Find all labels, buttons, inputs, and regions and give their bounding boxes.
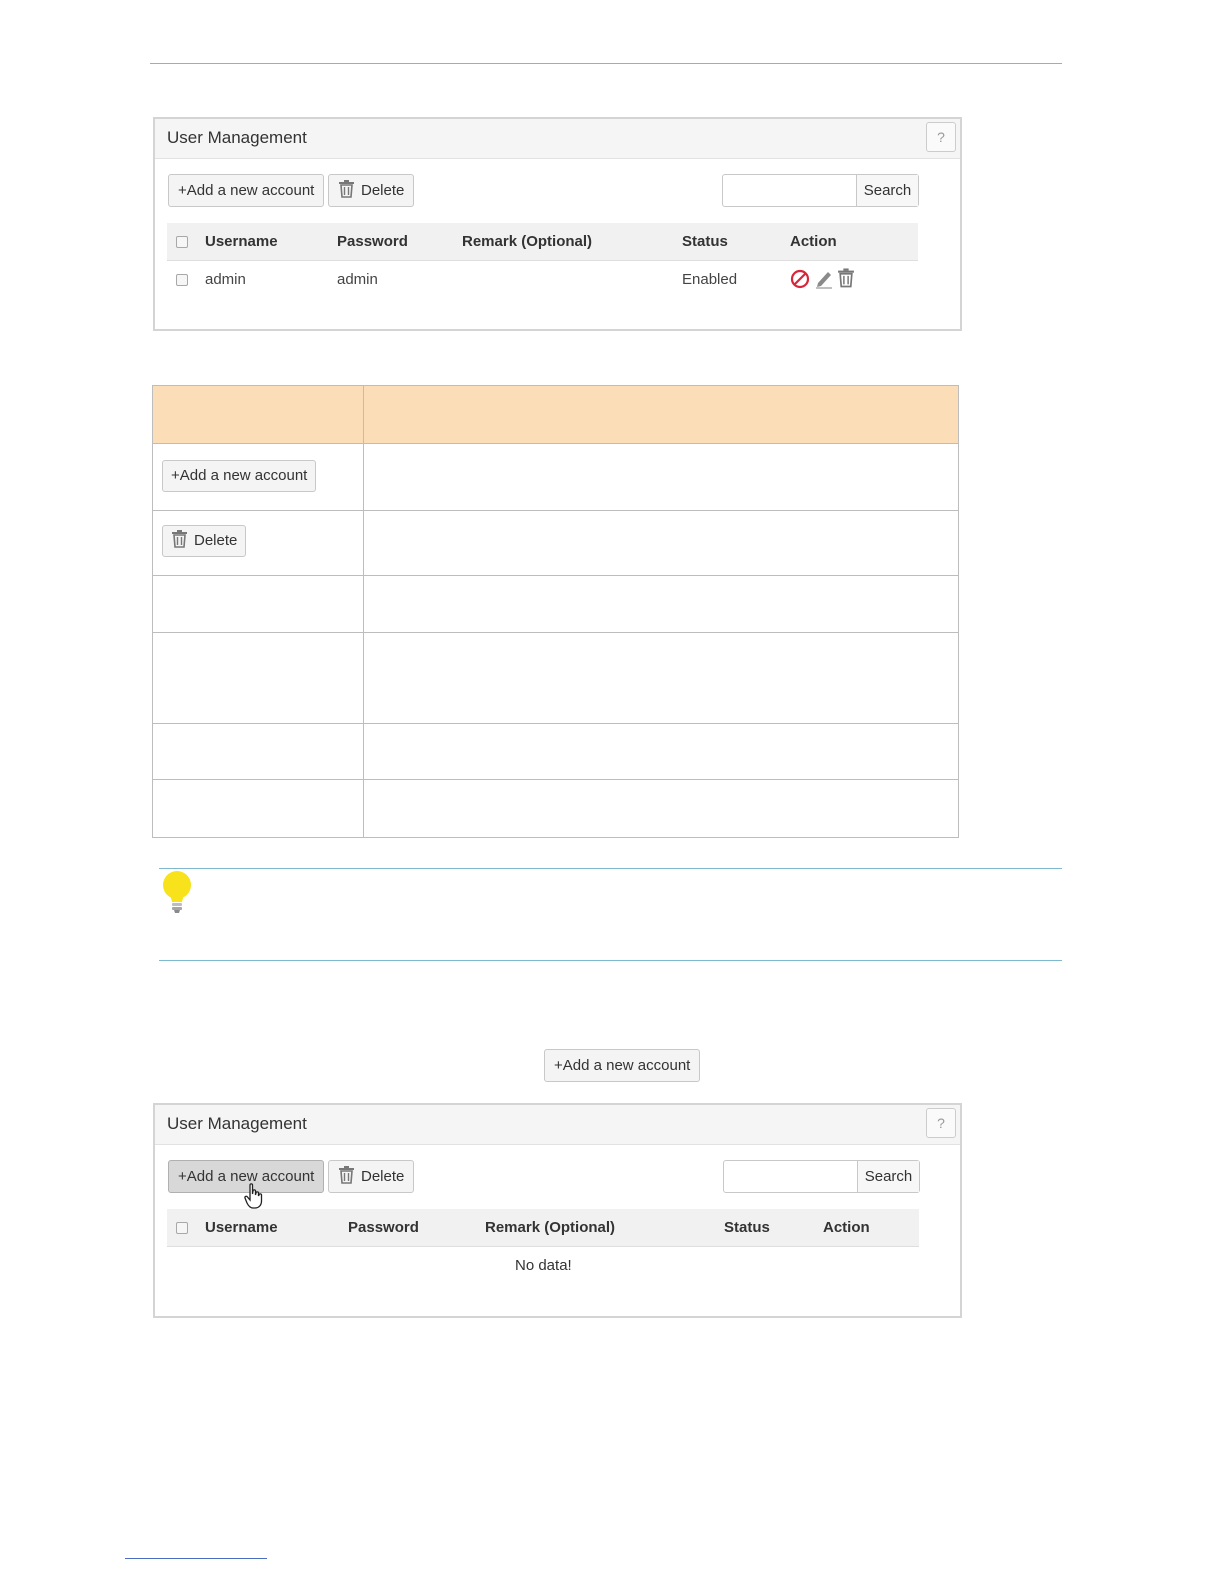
panel-header	[155, 1105, 960, 1145]
panel-title: User Management	[167, 128, 307, 147]
row-divider	[153, 779, 958, 780]
col-password: Password	[337, 233, 408, 250]
table-row	[167, 262, 918, 298]
add-account-label: +Add a new account	[554, 1057, 691, 1074]
trash-icon[interactable]	[837, 268, 855, 293]
search-input[interactable]	[723, 175, 857, 206]
empty-state-text: No data!	[515, 1257, 572, 1274]
col-username: Username	[205, 233, 278, 250]
add-account-label: +Add a new account	[178, 182, 315, 199]
table-header	[167, 223, 918, 261]
col-remark: Remark (Optional)	[462, 233, 593, 250]
column-divider	[363, 386, 364, 837]
table-header	[167, 1209, 919, 1247]
user-management-panel-empty	[153, 1103, 962, 1318]
panel-title: User Management	[167, 1114, 307, 1133]
search-group	[723, 1160, 920, 1193]
search-input[interactable]	[724, 1161, 858, 1192]
trash-icon	[171, 529, 188, 559]
row-divider	[153, 510, 958, 511]
col-remark: Remark (Optional)	[485, 1219, 616, 1236]
col-status: Status	[682, 233, 728, 250]
cell-username: admin	[205, 271, 246, 288]
delete-label: Delete	[194, 532, 238, 549]
row-checkbox[interactable]	[176, 274, 188, 286]
panel-header	[155, 119, 960, 159]
col-action: Action	[823, 1219, 870, 1236]
col-password: Password	[348, 1219, 419, 1236]
delete-button[interactable]	[328, 1160, 414, 1193]
delete-label: Delete	[361, 182, 405, 199]
top-rule	[150, 63, 1062, 64]
search-group	[722, 174, 919, 207]
trash-icon	[338, 1164, 355, 1195]
delete-button-sample	[162, 525, 246, 557]
row-divider	[153, 632, 958, 633]
select-all-checkbox[interactable]	[176, 236, 188, 248]
add-account-label: +Add a new account	[178, 1168, 315, 1185]
footer-link-rule	[125, 1558, 267, 1559]
add-account-button-sample	[162, 460, 316, 492]
help-button[interactable]: ?	[926, 1108, 956, 1138]
add-account-label: +Add a new account	[171, 467, 308, 484]
row-divider	[153, 575, 958, 576]
row-divider	[153, 443, 958, 444]
disable-icon[interactable]	[790, 269, 810, 294]
select-all-checkbox[interactable]	[176, 1222, 188, 1234]
help-button[interactable]: ?	[926, 122, 956, 152]
cell-status: Enabled	[682, 271, 738, 288]
lightbulb-icon	[160, 870, 194, 919]
col-status: Status	[724, 1219, 770, 1236]
add-account-button-inline	[544, 1049, 700, 1082]
col-action: Action	[790, 233, 837, 250]
user-management-panel	[153, 117, 962, 331]
trash-icon	[338, 178, 355, 209]
note-bottom-rule	[159, 960, 1062, 961]
delete-label: Delete	[361, 1168, 405, 1185]
search-button[interactable]: Search	[857, 175, 918, 206]
description-table-header	[153, 386, 958, 443]
cell-password: admin	[337, 271, 378, 288]
edit-icon[interactable]	[815, 269, 833, 294]
search-button[interactable]: Search	[858, 1161, 919, 1192]
col-username: Username	[205, 1219, 278, 1236]
description-table	[152, 385, 959, 838]
row-divider	[153, 723, 958, 724]
delete-button[interactable]	[328, 174, 414, 207]
add-account-button[interactable]	[168, 174, 324, 207]
note-top-rule	[159, 868, 1062, 869]
